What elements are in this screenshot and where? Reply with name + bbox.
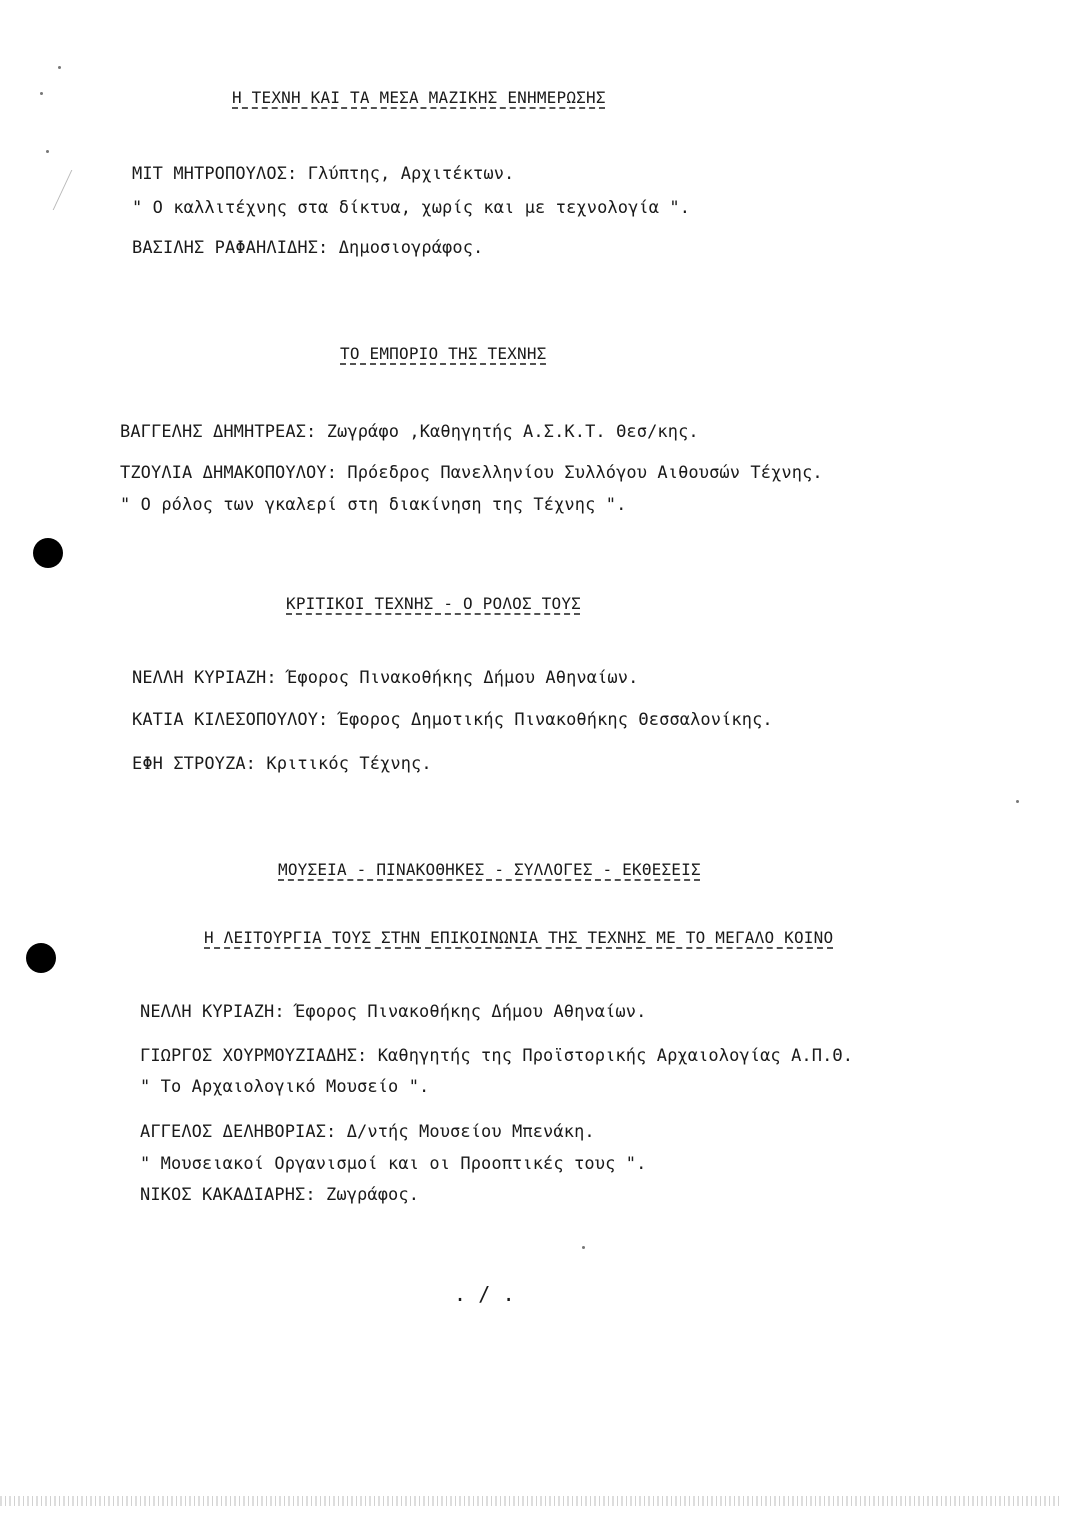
scan-speck: [46, 150, 49, 153]
participant-line: ΝΕΛΛΗ ΚΥΡΙΑΖΗ: Έφορος Πινακοθήκης Δήμου Αθηναίων.: [132, 668, 639, 688]
scan-speck: [582, 1246, 585, 1249]
punch-hole-top: [33, 538, 63, 568]
section-title-art-trade: ΤΟ ΕΜΠΟΡΙΟ ΤΗΣ ΤΕΧΝΗΣ: [340, 344, 547, 363]
participant-line: ΕΦΗ ΣΤΡΟΥΖΑ: Κριτικός Τέχνης.: [132, 754, 432, 774]
section-subtitle-museums: Η ΛΕΙΤΟΥΡΓΙΑ ΤΟΥΣ ΣΤΗΝ ΕΠΙΚΟΙΝΩΝΙΑ ΤΗΣ ΤΕΧΝΗΣ ΜΕ ΤΟ ΜΕΓΑΛΟ ΚΟΙΝΟ: [204, 928, 834, 947]
participant-line: ΝΕΛΛΗ ΚΥΡΙΑΖΗ: Έφορος Πινακοθήκης Δήμου Αθηναίων.: [140, 1002, 647, 1022]
participant-line: " Ο ρόλος των γκαλερί στη διακίνηση της Τέχνης ".: [120, 495, 627, 515]
participant-line: ΤΖΟΥΛΙΑ ΔΗΜΑΚΟΠΟΥΛΟΥ: Πρόεδρος Πανελληνίου Συλλόγου Αιθουσών Τέχνης.: [120, 463, 823, 483]
section-title-media: Η ΤΕΧΝΗ ΚΑΙ ΤΑ ΜΕΣΑ ΜΑΖΙΚΗΣ ΕΝΗΜΕΡΩΣΗΣ: [232, 88, 606, 107]
scan-speck: [1016, 800, 1019, 803]
participant-line: ΒΑΓΓΕΛΗΣ ΔΗΜΗΤΡΕΑΣ: Ζωγράφο ,Καθηγητής Α.Σ.Κ.Τ. Θεσ/κης.: [120, 422, 699, 442]
scan-speck: [58, 66, 61, 69]
participant-line: ΜΙΤ ΜΗΤΡΟΠΟΥΛΟΣ: Γλύπτης, Αρχιτέκτων.: [132, 164, 515, 184]
participant-line: ΒΑΣΙΛΗΣ ΡΑΦΑΗΛΙΔΗΣ: Δημοσιογράφος.: [132, 238, 484, 258]
punch-hole-bottom: [26, 943, 56, 973]
scan-edge-mark: [27, 170, 73, 210]
participant-line: " Ο καλλιτέχνης στα δίκτυα, χωρίς και με τεχνολογία ".: [132, 198, 691, 218]
participant-line: ΚΑΤΙΑ ΚΙΛΕΣΟΠΟΥΛΟΥ: Έφορος Δημοτικής Πινακοθήκης Θεσσαλονίκης.: [132, 710, 773, 730]
participant-line: " Το Αρχαιολογικό Μουσείο ".: [140, 1077, 430, 1097]
participant-line: ΝΙΚΟΣ ΚΑΚΑΔΙΑΡΗΣ: Ζωγράφος.: [140, 1185, 420, 1205]
continuation-mark: . / .: [454, 1282, 515, 1306]
section-title-critics: ΚΡΙΤΙΚΟΙ ΤΕΧΝΗΣ - Ο ΡΟΛΟΣ ΤΟΥΣ: [286, 594, 581, 613]
scan-bottom-noise: [0, 1496, 1062, 1506]
participant-line: " Μουσειακοί Οργανισμοί και οι Προοπτικές τους ".: [140, 1154, 647, 1174]
scan-speck: [40, 92, 43, 95]
section-title-museums: ΜΟΥΣΕΙΑ - ΠΙΝΑΚΟΘΗΚΕΣ - ΣΥΛΛΟΓΕΣ - ΕΚΘΕΣΕΙΣ: [278, 860, 701, 879]
participant-line: ΑΓΓΕΛΟΣ ΔΕΛΗΒΟΡΙΑΣ: Δ/ντής Μουσείου Μπενάκη.: [140, 1122, 595, 1142]
participant-line: ΓΙΩΡΓΟΣ ΧΟΥΡΜΟΥΖΙΑΔΗΣ: Καθηγητής της Προϊστορικής Αρχαιολογίας Α.Π.Θ.: [140, 1046, 854, 1066]
